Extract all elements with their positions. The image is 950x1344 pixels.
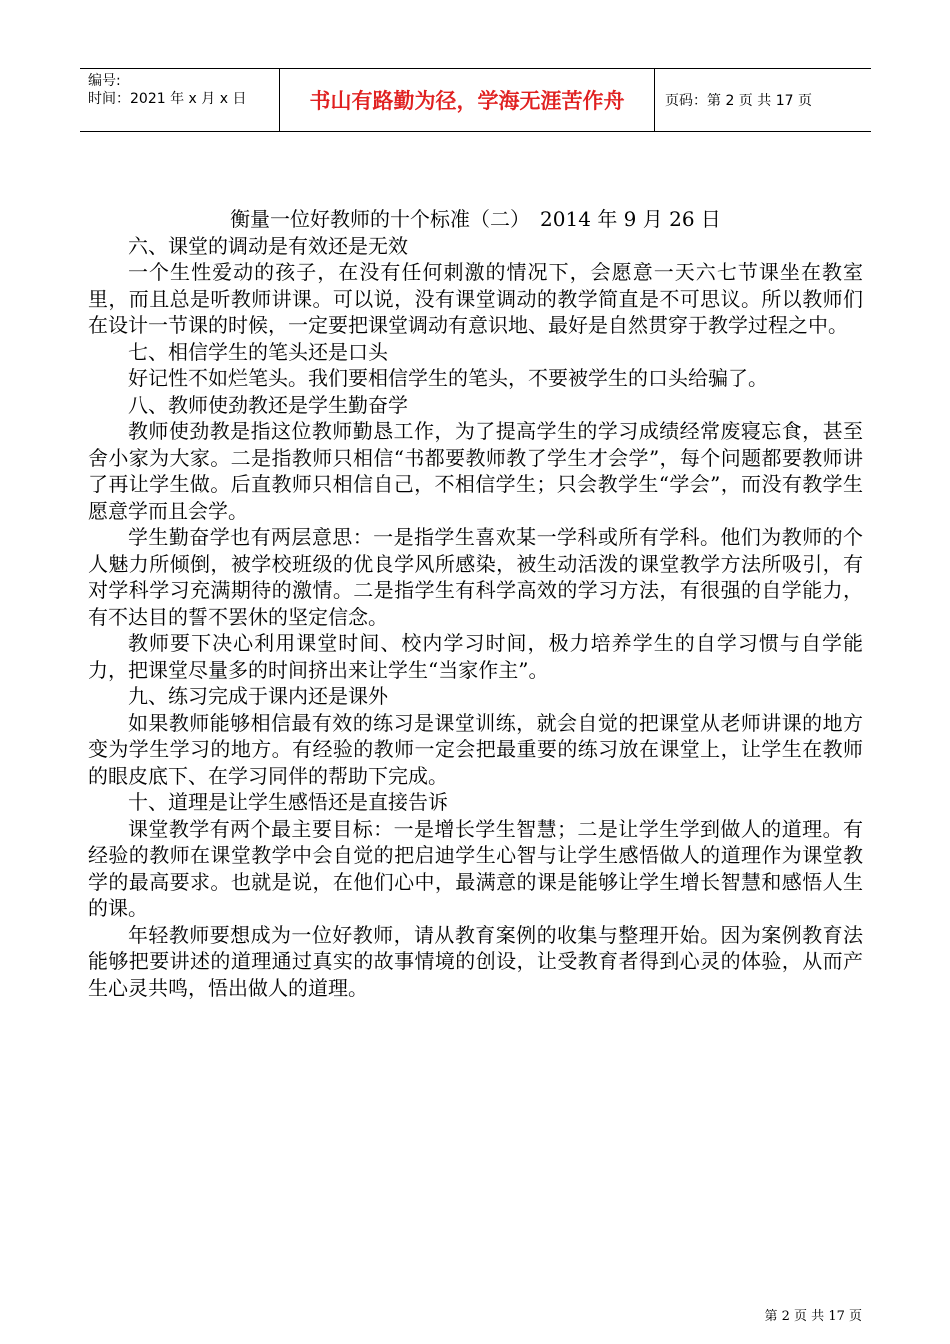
- paragraph: 一个生性爱动的孩子，在没有任何刺激的情况下，会愿意一天六七节课坐在教室里，而且总是听教师讲课。可以说，没有课堂调动的教学简直是不可思议。所以教师们在设计一节课的时候，一定要把课堂调动有意识地、最好是自然贯穿于教学过程之中。: [88, 260, 863, 337]
- header-motto: 书山有路勤为径，学海无涯苦作舟: [280, 69, 655, 131]
- document-number-label: 编号:: [88, 73, 121, 89]
- document-title: 衡量一位好教师的十个标准（二） 2014 年 9 月 26 日: [230, 207, 721, 231]
- paragraph: 年轻教师要想成为一位好教师，请从教育案例的收集与整理开始。因为案例教育法能够把要讲述的道理通过真实的故事情境的创设，让受教育者得到心灵的体验，从而产生心灵共鸣，悟出做人的道理。: [88, 922, 863, 1000]
- section-heading: 九、练习完成于课内还是课外: [128, 684, 388, 708]
- paragraph: 好记性不如烂笔头。我们要相信学生的笔头，不要被学生的口头给骗了。: [128, 366, 768, 390]
- paragraph: 学生勤奋学也有两层意思：一是指学生喜欢某一学科或所有学科。他们为教师的个人魅力所倾倒，被学校班级的优良学风所感染，被生动活泼的课堂教学方法所吸引，有对学科学习充满期待的激情。二是指学生有科学高效的学习方法，有很强的自学能力，有不达目的誓不罢休的坚定信念。: [88, 525, 863, 629]
- header-page-number: 页码：第 2 页 共 17 页: [665, 93, 812, 109]
- footer-page-number: 第 2 页 共 17 页: [764, 1309, 862, 1324]
- section-heading: 十、道理是让学生感悟还是直接告诉: [128, 790, 448, 814]
- paragraph: 教师要下决心利用课堂时间、校内学习时间，极力培养学生的自学习惯与自学能力，把课堂尽量多的时间挤出来让学生“当家作主”。: [88, 631, 863, 682]
- header-meta: [80, 69, 280, 131]
- document-date-label: 时间：2021 年 x 月 x 日: [88, 91, 247, 107]
- paragraph: 课堂教学有两个最主要目标：一是增长学生智慧；二是让学生学到做人的道理。有经验的教师在课堂教学中会自觉的把启迪学生心智与让学生感悟做人的道理作为课堂教学的最高要求。也就是说，在他们心中，最满意的课是能够让学生增长智慧和感悟人生的课。: [88, 816, 863, 920]
- paragraph: 教师使劲教是指这位教师勤恳工作，为了提高学生的学习成绩经常废寝忘食，甚至舍小家为大家。二是指教师只相信“书都要教师教了学生才会学”，每个问题都要教师讲了再让学生做。后直教师只相信自己，不相信学生；只会教学生“学会”，而没有教学生愿意学而且会学。: [88, 419, 863, 523]
- document-body: [88, 206, 863, 1001]
- section-heading: 八、教师使劲教还是学生勤奋学: [128, 392, 408, 417]
- page-header: [80, 68, 871, 132]
- section-heading: 六、课堂的调动是有效还是无效: [128, 233, 408, 258]
- section-heading: 七、相信学生的笔头还是口头: [128, 339, 388, 364]
- paragraph: 如果教师能够相信最有效的练习是课堂训练，就会自觉的把课堂从老师讲课的地方变为学生学习的地方。有经验的教师一定会把最重要的练习放在课堂上，让学生在教师的眼皮底下、在学习同伴的帮助下完成。: [88, 710, 863, 788]
